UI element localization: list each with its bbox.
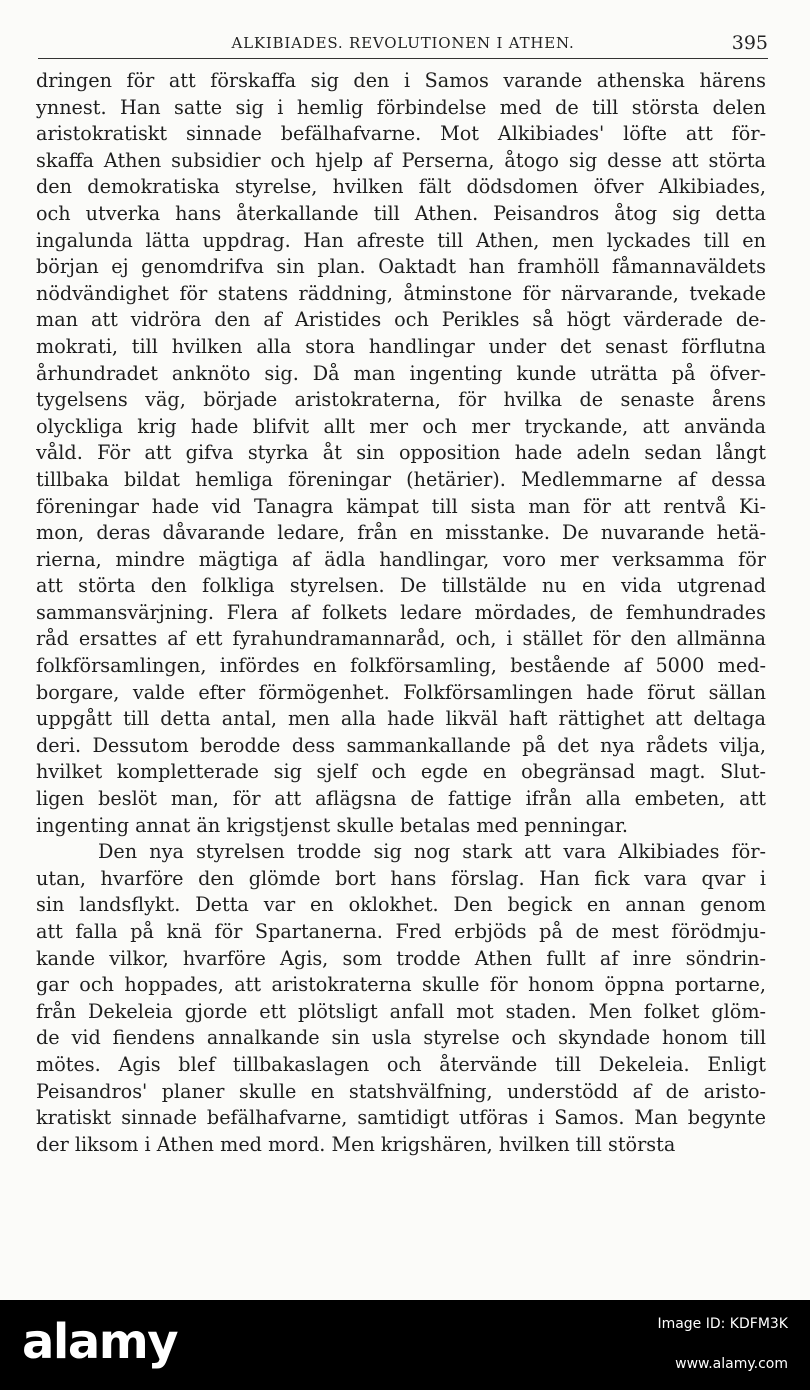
text-line: Den nya styrelsen trodde sig nog stark att vara Alkibiades för- bbox=[98, 840, 766, 864]
text-line: rierna, mindre mägtiga af ädla handlingar, voro mer verksamma för bbox=[36, 547, 766, 571]
text-line: der liksom i Athen med mord. Men krigshären, hvilken till största bbox=[36, 1132, 676, 1156]
text-line: kratiskt sinnade befälhafvarne, samtidigt utföras i Samos. Man begynte bbox=[36, 1106, 766, 1130]
text-line: råd ersattes af ett fyrahundramannaråd, och, i stället för den allmänna bbox=[36, 627, 766, 651]
running-head: ALKIBIADES. REVOLUTIONEN I ATHEN. bbox=[231, 34, 575, 52]
text-line: föreningar hade vid Tanagra kämpat till sista man för att rentvå Ki- bbox=[36, 494, 766, 518]
text-line: de vid fiendens annalkande sin usla styrelse och skyndade honom till bbox=[36, 1026, 766, 1050]
text-line: deri. Dessutom berodde dess sammankallande på det nya rådets vilja, bbox=[36, 733, 766, 757]
page-header bbox=[38, 32, 768, 59]
text-line: dringen för att förskaffa sig den i Samos varande athenska härens bbox=[36, 69, 766, 92]
text-line: tillbaka bildat hemliga föreningar (hetärier). Medlemmarne af dessa bbox=[36, 467, 766, 491]
text-line: våld. För att gifva styrka åt sin opposition hade adeln sedan långt bbox=[36, 441, 766, 465]
stock-footer-bar bbox=[0, 1300, 810, 1390]
text-line: sammansvärjning. Flera af folkets ledare mördades, de femhundrades bbox=[36, 600, 766, 624]
text-line: utan, hvarföre den glömde bort hans förslag. Han fick vara qvar i bbox=[36, 866, 766, 890]
text-line: att störta den folkliga styrelsen. De tillstälde nu en vida utgrenad bbox=[36, 574, 766, 598]
text-line: den demokratiska styrelse, hvilken fält dödsdomen öfver Alkibiades, bbox=[36, 175, 766, 199]
text-line: att falla på knä för Spartanerna. Fred erbjöds på de mest förödmju- bbox=[36, 920, 766, 943]
text-line: mon, deras dåvarande ledare, från en misstanke. De nuvarande hetä- bbox=[36, 521, 766, 545]
text-line: tygelsens väg, började aristokraterna, för hvilka de senaste årens bbox=[36, 388, 766, 412]
text-line: mötes. Agis blef tillbakaslagen och återvände till Dekeleia. Enligt bbox=[36, 1052, 766, 1076]
footer-url: www.alamy.com bbox=[675, 1356, 788, 1372]
text-line: hvilket kompletterade sig sjelf och egde en obegränsad magt. Slut- bbox=[36, 760, 766, 784]
text-line: ligen beslöt man, för att aflägsna de fattige ifrån alla embeten, att bbox=[36, 787, 766, 811]
text-line: uppgått till detta antal, men alla hade likväl haft rättighet att deltaga bbox=[36, 707, 766, 731]
text-line: olyckliga krig hade blifvit allt mer och mer tryckande, att använda bbox=[36, 414, 766, 438]
text-line: borgare, valde efter förmögenhet. Folkförsamlingen hade förut sällan bbox=[36, 680, 766, 704]
page-number: 395 bbox=[731, 32, 768, 54]
text-line: början ej genomdrifva sin plan. Oaktadt han framhöll fåmannaväldets bbox=[36, 255, 766, 279]
text-line: gar och hoppades, att aristokraterna skulle för honom öppna portarne, bbox=[36, 973, 766, 997]
text-line: aristokratiskt sinnade befälhafvarne. Mot Alkibiades' löfte att för- bbox=[36, 122, 766, 146]
text-line: sin landsflykt. Detta var en oklokhet. Den begick en annan genom bbox=[36, 893, 766, 917]
text-line: nödvändighet för statens räddning, åtminstone för närvarande, tvekade bbox=[36, 281, 766, 305]
text-line: kande vilkor, hvarföre Agis, som trodde Athen fullt af inre söndrin- bbox=[36, 946, 766, 970]
text-line: ynnest. Han satte sig i hemlig förbindelse med de till största delen bbox=[36, 95, 766, 119]
text-line: skaffa Athen subsidier och hjelp af Perserna, åtogo sig desse att störta bbox=[36, 148, 766, 172]
text-line: man att vidröra den af Aristides och Perikles så högt värderade de- bbox=[36, 308, 766, 332]
text-line: ingenting annat än krigstjenst skulle betalas med penningar. bbox=[36, 813, 629, 837]
text-line: från Dekeleia gjorde ett plötsligt anfall mot staden. Men folket glöm- bbox=[36, 999, 766, 1023]
text-line: folkförsamlingen, infördes en folkförsamling, bestående af 5000 med- bbox=[36, 654, 766, 678]
image-id-label: Image ID: KDFM3K bbox=[657, 1316, 788, 1332]
alamy-logo: alamy bbox=[22, 1314, 178, 1370]
text-line: och utverka hans återkallande till Athen. Peisandros åtog sig detta bbox=[36, 201, 766, 225]
text-line: mokrati, till hvilken alla stora handlingar under det senast förflutna bbox=[36, 334, 766, 358]
text-line: århundradet anknöto sig. Då man ingenting kunde uträtta på öfver- bbox=[36, 361, 766, 385]
body-text bbox=[36, 68, 766, 1158]
text-line: ingalunda lätta uppdrag. Han afreste till Athen, men lyckades till en bbox=[36, 228, 766, 252]
text-line: Peisandros' planer skulle en statshvälfning, understödd af de aristo- bbox=[36, 1079, 766, 1103]
